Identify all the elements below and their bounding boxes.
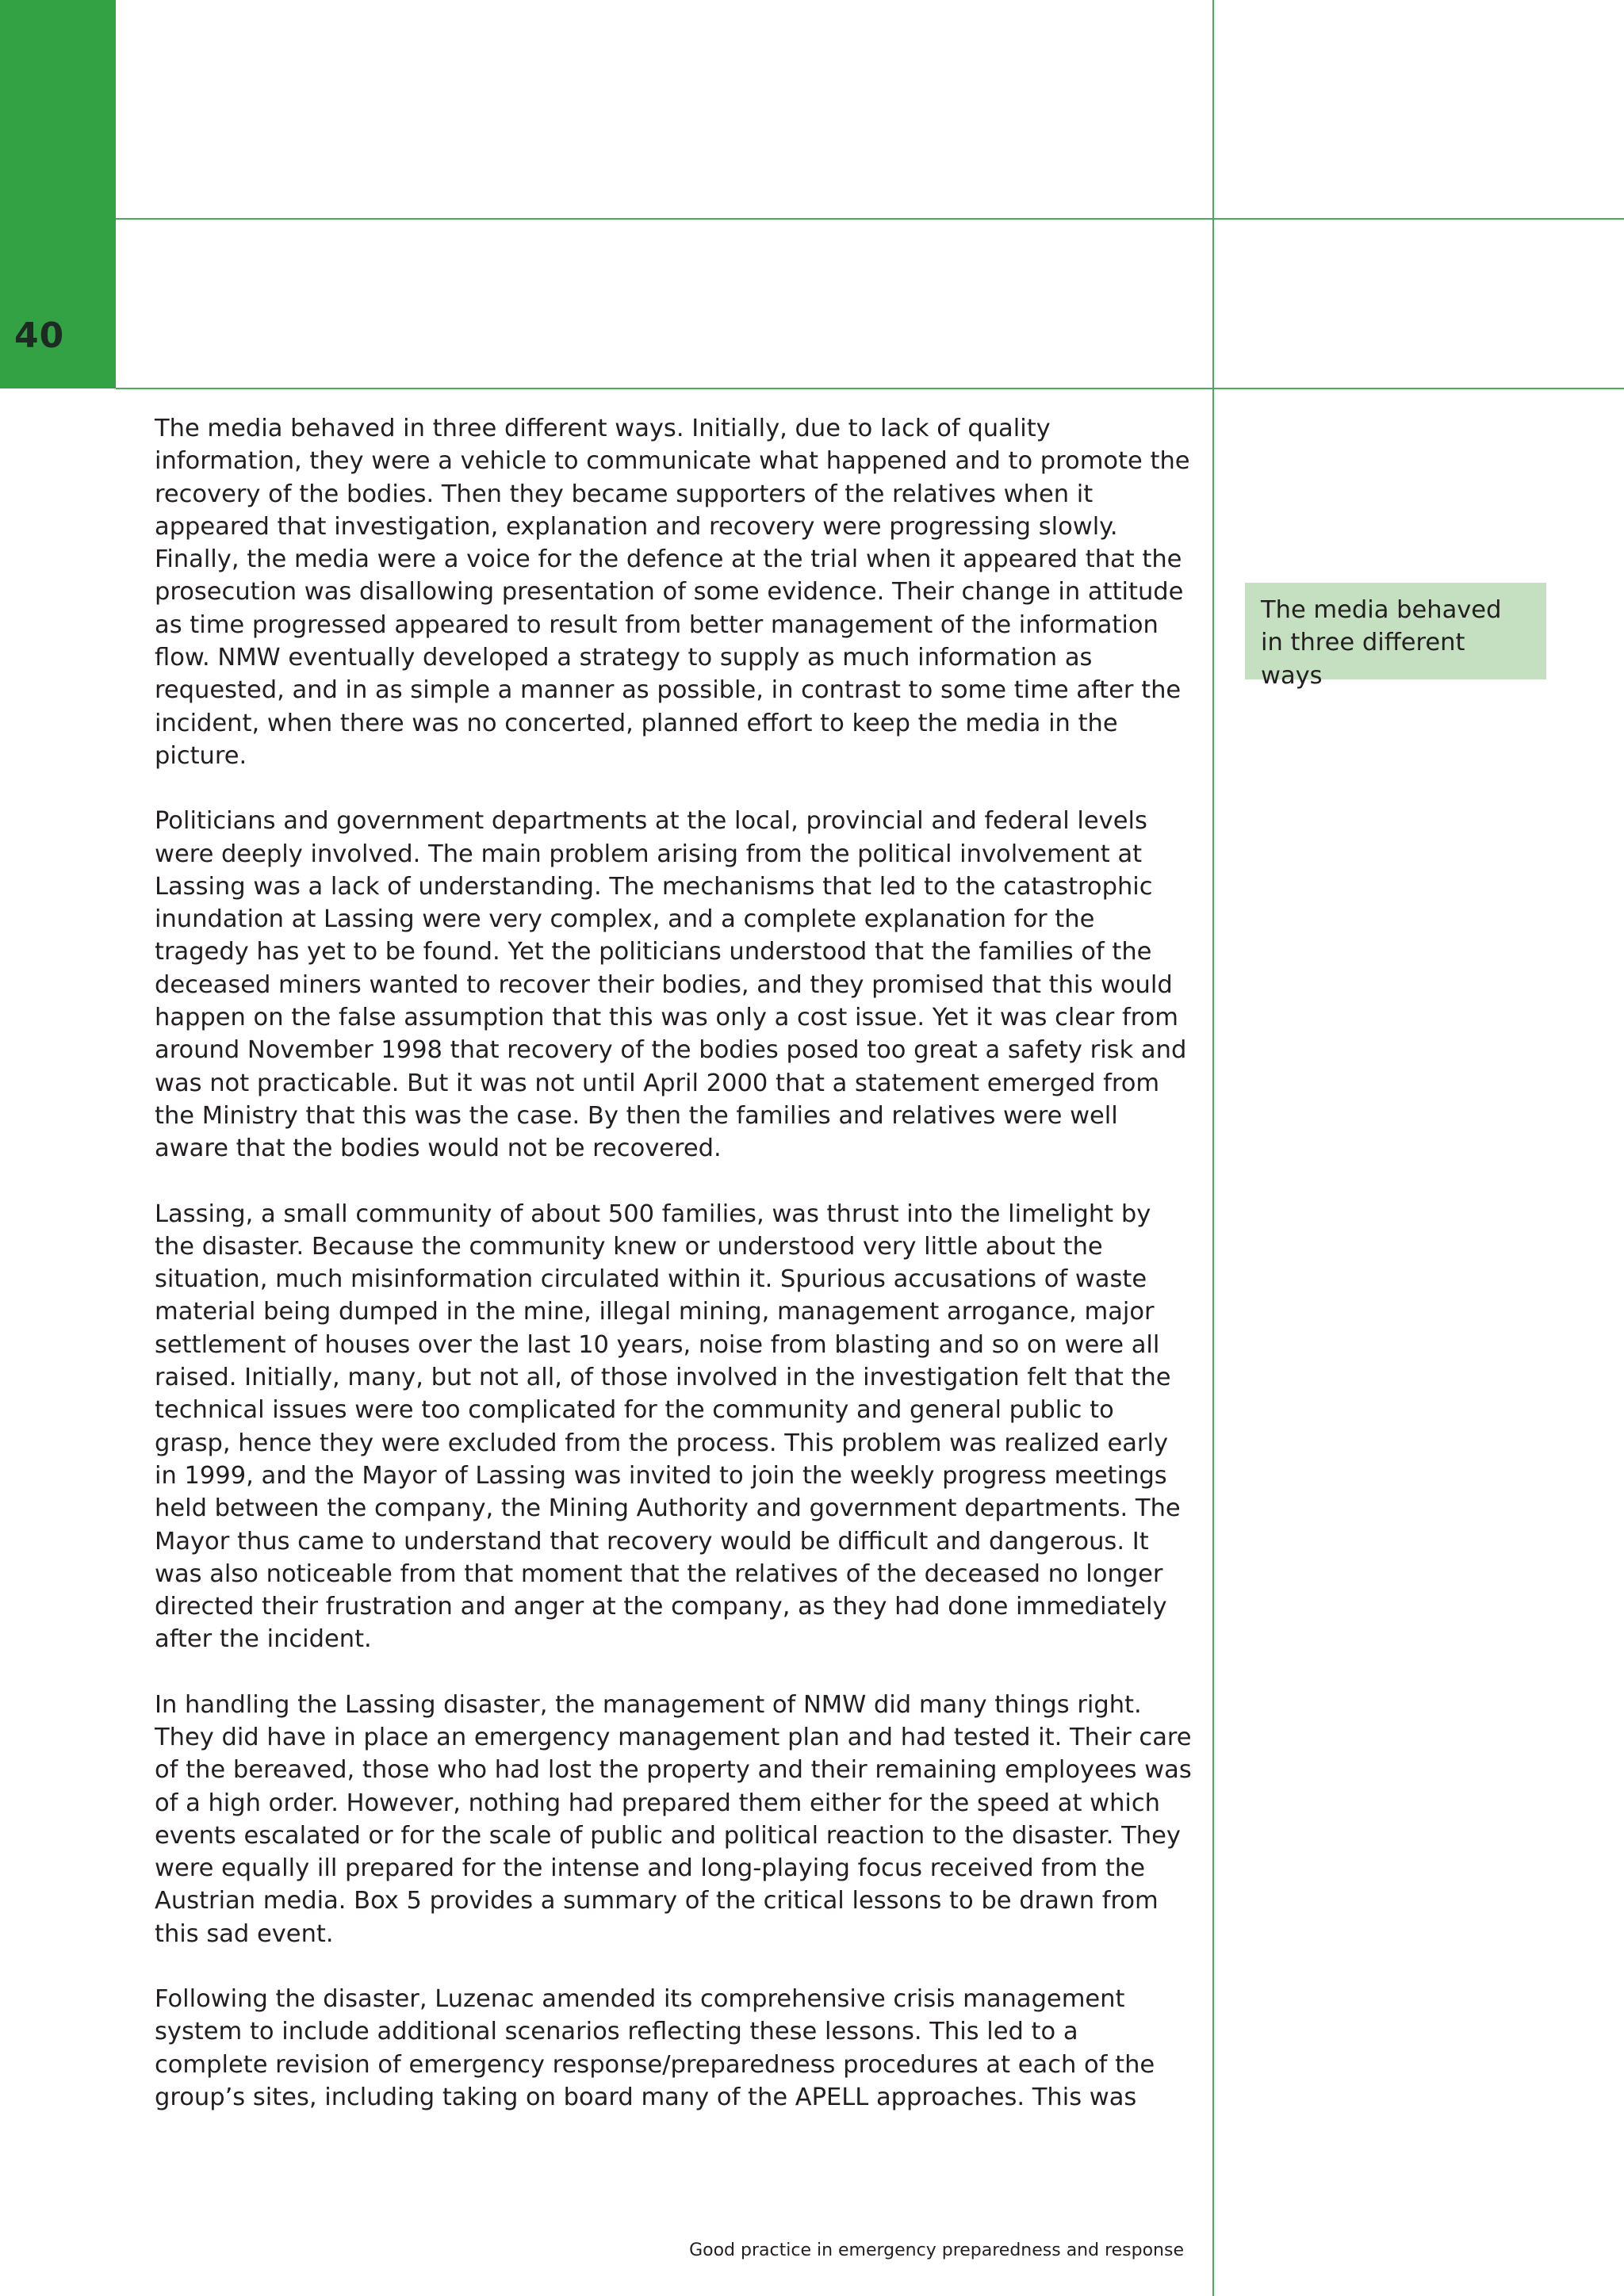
running-footer: Good practice in emergency preparedness and response — [689, 2241, 1184, 2260]
paragraph-management: In handling the Lassing disaster, the management of NMW did many things right. They did have in place an emergency management plan and had tested it. Their care of the bereaved, those who had lost the property and their remaining employees was of a high order. However, nothing had prepared them either for the speed at which events escalated or for the scale of public and political reaction to the disaster. They were equally ill prepared for the intense and long-playing focus received from the Austrian media. Box 5 provides a summary of the critical lessons to be drawn from this sad event. — [155, 1690, 1192, 1948]
paragraph-luzenac: Following the disaster, Luzenac amended its comprehensive crisis management system to include additional scenarios reflecting these lessons. This led to a complete revision of emergency response/preparedness procedures at each of the group’s sites, including taking on board many of the APELL approaches. This was — [155, 1985, 1155, 2111]
paragraph-media: The media behaved in three different ways. Initially, due to lack of quality information, they were a vehicle to communicate what happened and to promote the recovery of the bodies. Then they became supporters of the relatives when it appeared that investigation, explanation and recovery were progressing slowly. Finally, the media were a voice for the defence at the trial when it appeared that the prosecution was disallowing presentation of some evidence. Their change in attitude as time progressed appeared to result from better management of the information flow. NMW eventually developed a strategy to supply as much information as requested, and in as simple a manner as possible, in contrast to some time after the incident, when there was no concerted, planned effort to keep the media in the picture. — [155, 415, 1190, 770]
body-text — [155, 412, 1193, 2146]
column-divider — [1212, 0, 1214, 2296]
header-rule-top — [116, 218, 1624, 220]
pull-quote: The media behaved in three different ways — [1245, 583, 1546, 679]
page-number: 40 — [14, 316, 65, 356]
paragraph-politicians: Politicians and government departments at the local, provincial and federal levels were deeply involved. The main problem arising from the political involvement at Lassing was a lack of understanding. The mechanisms that led to the catastrophic inundation at Lassing were very complex, and a complete explanation for the tragedy has yet to be found. Yet the politicians understood that the families of the deceased miners wanted to recover their bodies, and they promised that this would happen on the false assumption that this was only a cost issue. Yet it was clear from around November 1998 that recovery of the bodies posed too great a safety risk and was not practicable. But it was not until April 2000 that a statement emerged from the Ministry that this was the case. By then the families and relatives were well aware that the bodies would not be recovered. — [155, 807, 1187, 1163]
paragraph-community: Lassing, a small community of about 500 families, was thrust into the limelight by the disaster. Because the community knew or understood very little about the situation, much misinformation circulated within it. Spurious accusations of waste material being dumped in the mine, illegal mining, management arrogance, major settlement of houses over the last 10 years, noise from blasting and so on were all raised. Initially, many, but not all, of those involved in the investigation felt that the technical issues were too complicated for the community and general public to grasp, hence they were excluded from the process. This problem was realized early in 1999, and the Mayor of Lassing was invited to join the weekly progress meetings held between the company, the Mining Authority and government departments. The Mayor thus came to understand that recovery would be difficult and dangerous. It was also noticeable from that moment that the relatives of the deceased no longer directed their frustration and anger at the company, as they had done immediately after the incident. — [155, 1200, 1181, 1654]
header-rule-bottom — [116, 388, 1624, 389]
